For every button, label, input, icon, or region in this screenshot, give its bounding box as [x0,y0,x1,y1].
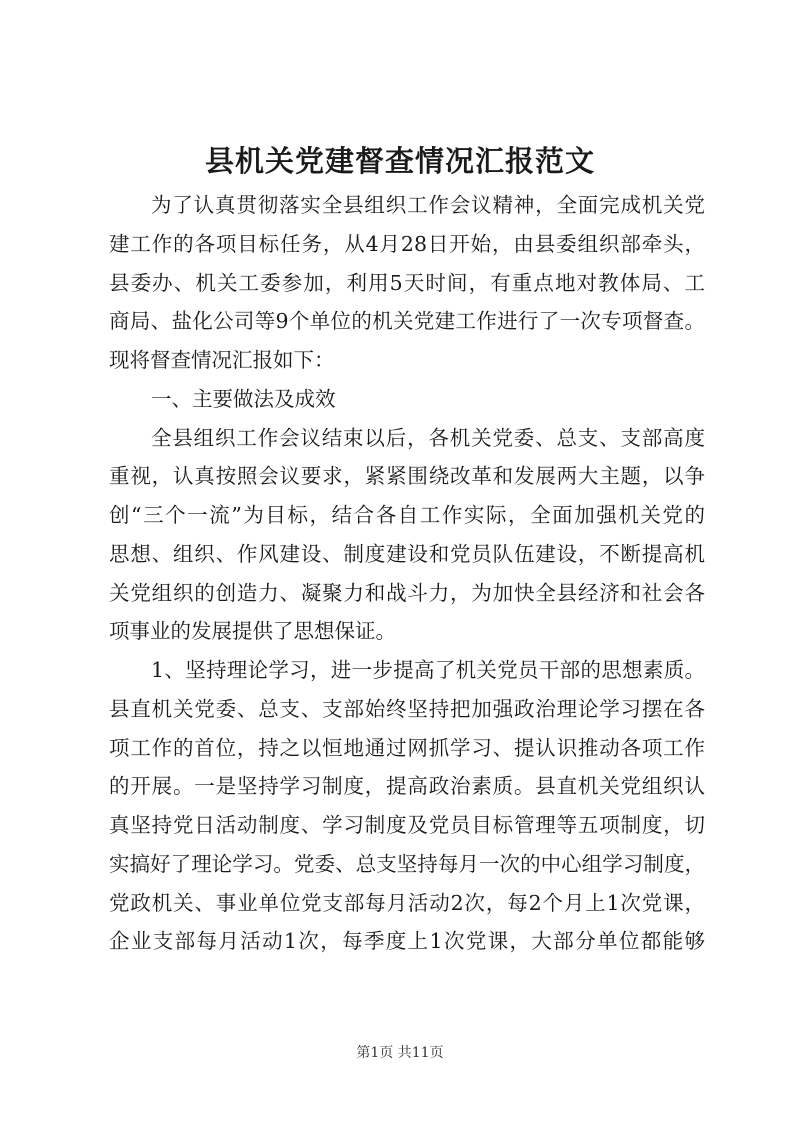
paragraph-line: 1、坚持理论学习，进一步提高了机关党员干部的思想素质。 [151,658,705,682]
paragraph-line: 关党组织的创造力、凝聚力和战斗力，为加快全县经济和社会各 [109,580,705,605]
paragraph-line: 全县组织工作会议结束以后，各机关党委、总支、支部高度 [151,425,705,450]
paragraph-line: 创“三个一流”为目标，结合各自工作实际，全面加强机关党的 [109,503,705,527]
paragraph-line: 企业支部每月活动1次，每季度上1次党课，大部分单位都能够 [109,929,705,954]
paragraph-line: 项工作的首位，持之以恒地通过网抓学习、提认识推动各项工作 [109,735,705,760]
paragraph-line: 真坚持党日活动制度、学习制度及党员目标管理等五项制度，切 [109,813,705,837]
paragraph-line: 现将督查情况汇报如下： [109,348,335,372]
page-title: 县机关党建督查情况汇报范文 [204,144,595,178]
paragraph-line: 县直机关党委、总支、支部始终坚持把加强政治理论学习摆在各 [109,696,705,721]
paragraph-line: 的开展。一是坚持学习制度，提高政治素质。县直机关党组织认 [109,774,705,799]
paragraph-line: 项事业的发展提供了思想保证。 [109,619,396,644]
paragraph-line: 县委办、机关工委参加，利用5天时间，有重点地对教体局、工 [109,270,705,295]
page-number-footer: 第1页 共11页 [356,1045,444,1061]
paragraph-line: 重视，认真按照会议要求，紧紧围绕改革和发展两大主题，以争 [109,464,705,489]
paragraph-line: 建工作的各项目标任务，从4月28日开始，由县委组织部牵头， [109,231,705,256]
document-body [109,186,705,961]
section-heading: 一、主要做法及成效 [151,386,336,411]
paragraph-line: 实搞好了理论学习。党委、总支坚持每月一次的中心组学习制度， [109,851,705,876]
paragraph-line: 商局、盐化公司等9个单位的机关党建工作进行了一次专项督查。 [109,309,705,334]
paragraph-line: 思想、组织、作风建设、制度建设和党员队伍建设，不断提高机 [109,541,705,566]
paragraph-line: 党政机关、事业单位党支部每月活动2次，每2个月上1次党课， [109,890,705,915]
paragraph-line: 为了认真贯彻落实全县组织工作会议精神，全面完成机关党 [151,193,705,217]
